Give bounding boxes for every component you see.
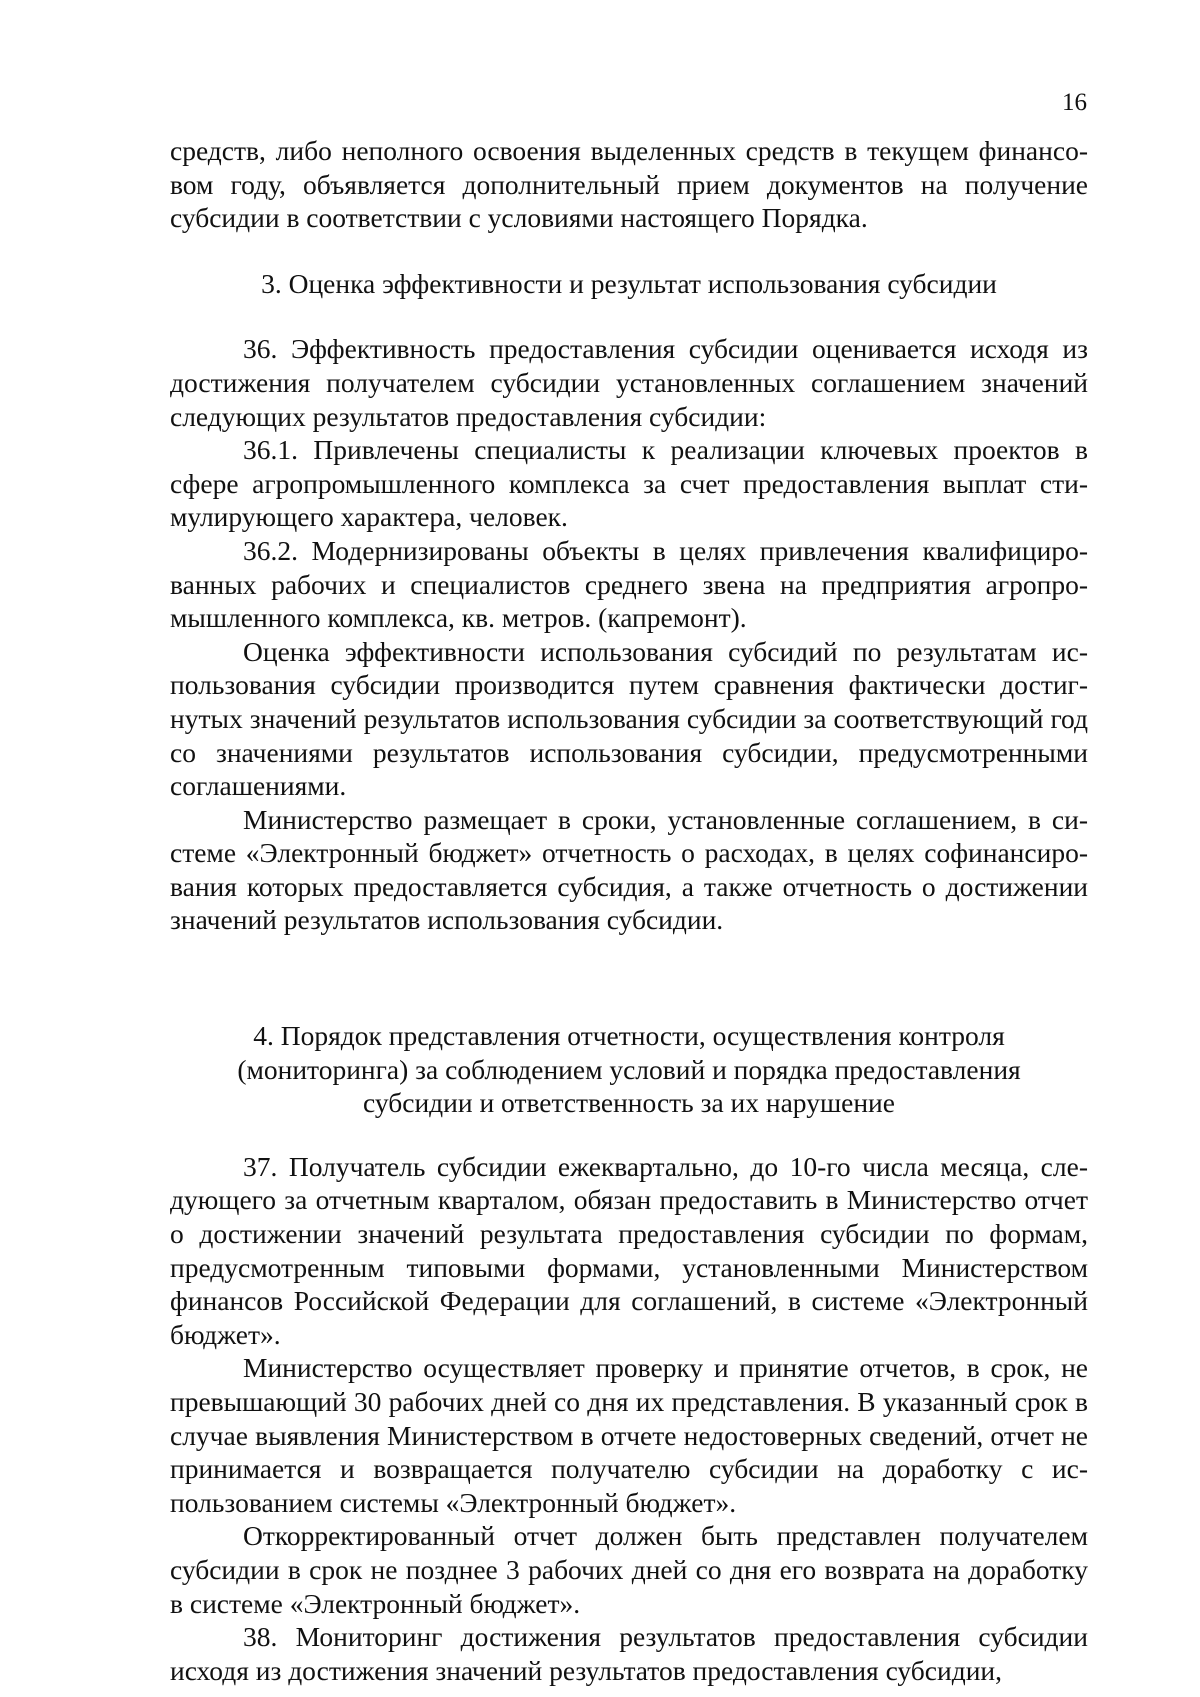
paragraph-36-1: 36.1. Привлечены специалисты к реализации ключевых проектов в сфере агропромышленного комплекса за счет предоставления выплат стимулирующего характера, человек. xyxy=(170,434,1088,533)
section-4-heading-line: (мониторинга) за соблюдением условий и порядка предоставления xyxy=(237,1053,1021,1085)
section-4-heading-line: 4. Порядок представления отчетности, осуществления контроля xyxy=(253,1020,1005,1052)
paragraph-37: 37. Получатель субсидии ежеквартально, до 10-го числа месяца, следующего за отчетным кварталом, обязан предоставить в Министерство отчет о достижении значений результата предоставления субсидии по формам, предусмотренным типовыми формами, установленными Министерством финансов Российской Федерации для соглашений, в системе «Электронный бюджет». xyxy=(170,1150,1088,1350)
paragraph-report-review: Министерство осуществляет проверку и принятие отчетов, в срок, не превышающий 30 рабочих дней со дня их представления. В указанный срок в случае выявления Министерством в отчете недостоверных сведений, отчет не принимается и возвращается получателю субсидии на доработку с использованием системы «Электронный бюджет». xyxy=(170,1352,1088,1518)
paragraph-ministry-reporting: Министерство размещает в сроки, установленные соглашением, в системе «Электронный бюджет» отчетность о расходах, в целях софинансирования которых предоставляется субсидия, а также отчетность о достижении значений результатов использования субсидии. xyxy=(170,803,1088,936)
paragraph-efficiency-assessment: Оценка эффективности использования субсидий по результатам использования субсидии производится путем сравнения фактически достигнутых значений результатов использования субсидии за соответствующий год со значениями результатов использования субсидии, предусмотренными соглашениями. xyxy=(170,635,1088,802)
paragraph-corrected-report: Откорректированный отчет должен быть представлен получателем субсидии в срок не позднее 3 рабочих дней со дня его возврата на доработку в системе «Электронный бюджет». xyxy=(170,1520,1088,1619)
section-4-heading-line: субсидии и ответственность за их нарушение xyxy=(363,1087,895,1119)
section-4-heading xyxy=(170,1019,1088,1120)
opening-paragraph: средств, либо неполного освоения выделенных средств в текущем финансовом году, объявляется дополнительный прием документов на получение субсидии в соответствии с условиями настоящего Порядка. xyxy=(170,135,1088,234)
section-3-heading: 3. Оценка эффективности и результат использования субсидии xyxy=(261,267,997,299)
paragraph-36: 36. Эффективность предоставления субсидии оценивается исходя из достижения получателем субсидии установленных соглашением значений следующих результатов предоставления субсидии: xyxy=(170,333,1088,432)
paragraph-38: 38. Мониторинг достижения результатов предоставления субсидии исходя из достижения значений результатов предоставления субсидии, xyxy=(170,1621,1088,1686)
page-number: 16 xyxy=(1062,89,1087,116)
page-body xyxy=(170,134,1088,1687)
paragraph-36-2: 36.2. Модернизированы объекты в целях привлечения квалифицированных рабочих и специалистов среднего звена на предприятия агропромышленного комплекса, кв. метров. (капремонт). xyxy=(170,534,1088,634)
